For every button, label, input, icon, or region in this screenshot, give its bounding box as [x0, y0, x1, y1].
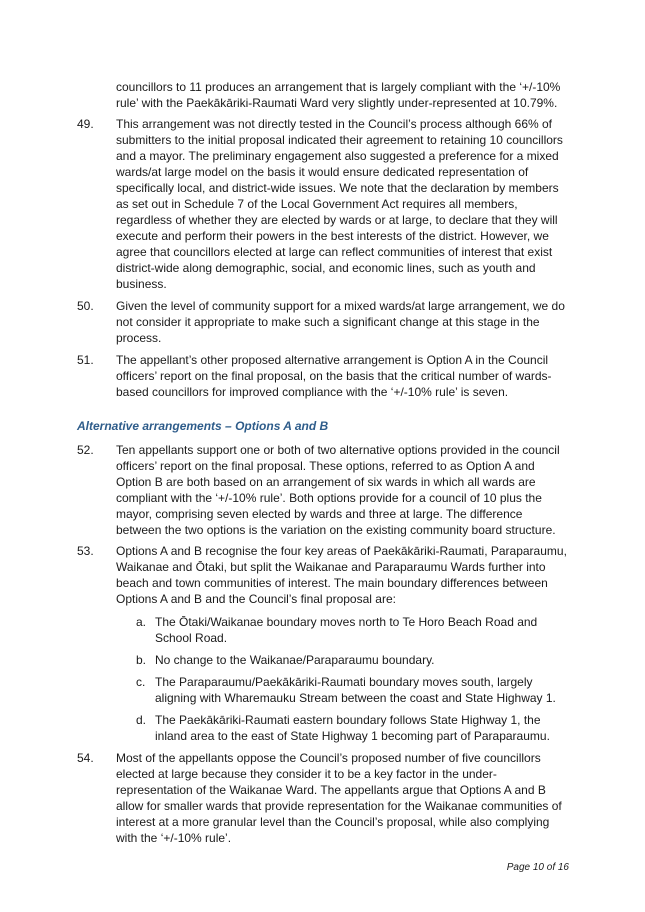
paragraph-text: The appellant’s other proposed alternative arrangement is Option A in the Council officers’ report on the final proposal, on the basis that the critical number of wards-based councillors for improved compliance with the ‘+/-10% rule’ is seven. — [116, 353, 552, 399]
list-item-letter: b. — [136, 653, 147, 667]
paragraph-number: 51. — [77, 353, 94, 367]
list-item-letter: c. — [136, 675, 146, 689]
paragraph-52 — [77, 442, 569, 538]
list-item — [136, 712, 569, 744]
paragraph-number: 53. — [77, 544, 94, 558]
list-item — [136, 614, 569, 646]
paragraph-text: Options A and B recognise the four key areas of Paekākāriki-Raumati, Paraparaumu, Waikanae and Ōtaki, but split the Waikanae and Paraparaumu Wards further into beach and town communities of interest. The main boundary differences between Options A and B and the Council’s final proposal are: — [116, 544, 567, 606]
list-item-text: The Paekākāriki-Raumati eastern boundary follows State Highway 1, the inland area to the east of State Highway 1 becoming part of Paraparaumu. — [155, 713, 550, 743]
paragraph-53 — [77, 543, 569, 607]
paragraph-text: Ten appellants support one or both of two alternative options provided in the council officers’ report on the final proposal. These options, referred to as Option A and Option B are both based on an arrangement of six wards in which all wards are compliant with the ‘+/-10% rule’. Both options provide for a council of 10 plus the mayor, comprising seven elected by wards and three at large. The difference between the two options is the variation on the existing community board structure. — [116, 443, 560, 537]
paragraph-49 — [77, 116, 569, 292]
page-number-footer: Page 10 of 16 — [506, 862, 569, 873]
paragraph-text: This arrangement was not directly tested in the Council’s process although 66% of submitters to the initial proposal indicated their agreement to retaining 10 councillors and a mayor. The preliminary engagement also suggested a preference for a mixed wards/at large model on the basis it would ensure dedicated representation of specifically local, and district-wide issues. We note that the declaration by members as set out in Schedule 7 of the Local Government Act requires all members, regardless of whether they are elected by wards or at large, to declare that they will execute and perform their powers in the best interests of the district. However, we agree that councillors elected at large can reflect communities of interest that exist district-wide along demographic, social, and economic lines, such as youth and business. — [116, 117, 563, 291]
list-item-text: No change to the Waikanae/Paraparaumu boundary. — [155, 653, 435, 667]
paragraph-number: 50. — [77, 299, 94, 313]
paragraph-50 — [77, 298, 569, 346]
paragraph-number: 49. — [77, 117, 94, 131]
paragraph-text: Given the level of community support for a mixed wards/at large arrangement, we do not consider it appropriate to make such a significant change at this stage in the process. — [116, 299, 565, 345]
list-item-text: The Paraparaumu/Paekākāriki-Raumati boundary moves south, largely aligning with Wharemauku Stream between the coast and State Highway 1. — [155, 675, 556, 705]
list-item-letter: d. — [136, 713, 147, 727]
paragraph-number: 54. — [77, 751, 94, 765]
paragraph-51 — [77, 352, 569, 400]
paragraph-text: Most of the appellants oppose the Council’s proposed number of five councillors elected at large because they consider it to be a key factor in the under-representation of the Waikanae Ward. The appellants argue that Options A and B allow for smaller wards that provide representation for the Waikanae communities of interest at a more granular level than the Council’s proposal, while also complying with the ‘+/-10% rule’. — [116, 751, 562, 845]
list-item — [136, 652, 569, 668]
section-heading: Alternative arrangements – Options A and B — [77, 419, 329, 433]
list-item-letter: a. — [136, 615, 147, 629]
list-item-text: The Ōtaki/Waikanae boundary moves north to Te Horo Beach Road and School Road. — [155, 615, 538, 645]
list-item — [136, 674, 569, 706]
paragraph-54 — [77, 750, 569, 846]
continuation-text: councillors to 11 produces an arrangement that is largely compliant with the ‘+/-10% rule’ with the Paekākāriki-Raumati Ward very slightly under-represented at 10.79%. — [116, 80, 561, 110]
paragraph-number: 52. — [77, 443, 94, 457]
